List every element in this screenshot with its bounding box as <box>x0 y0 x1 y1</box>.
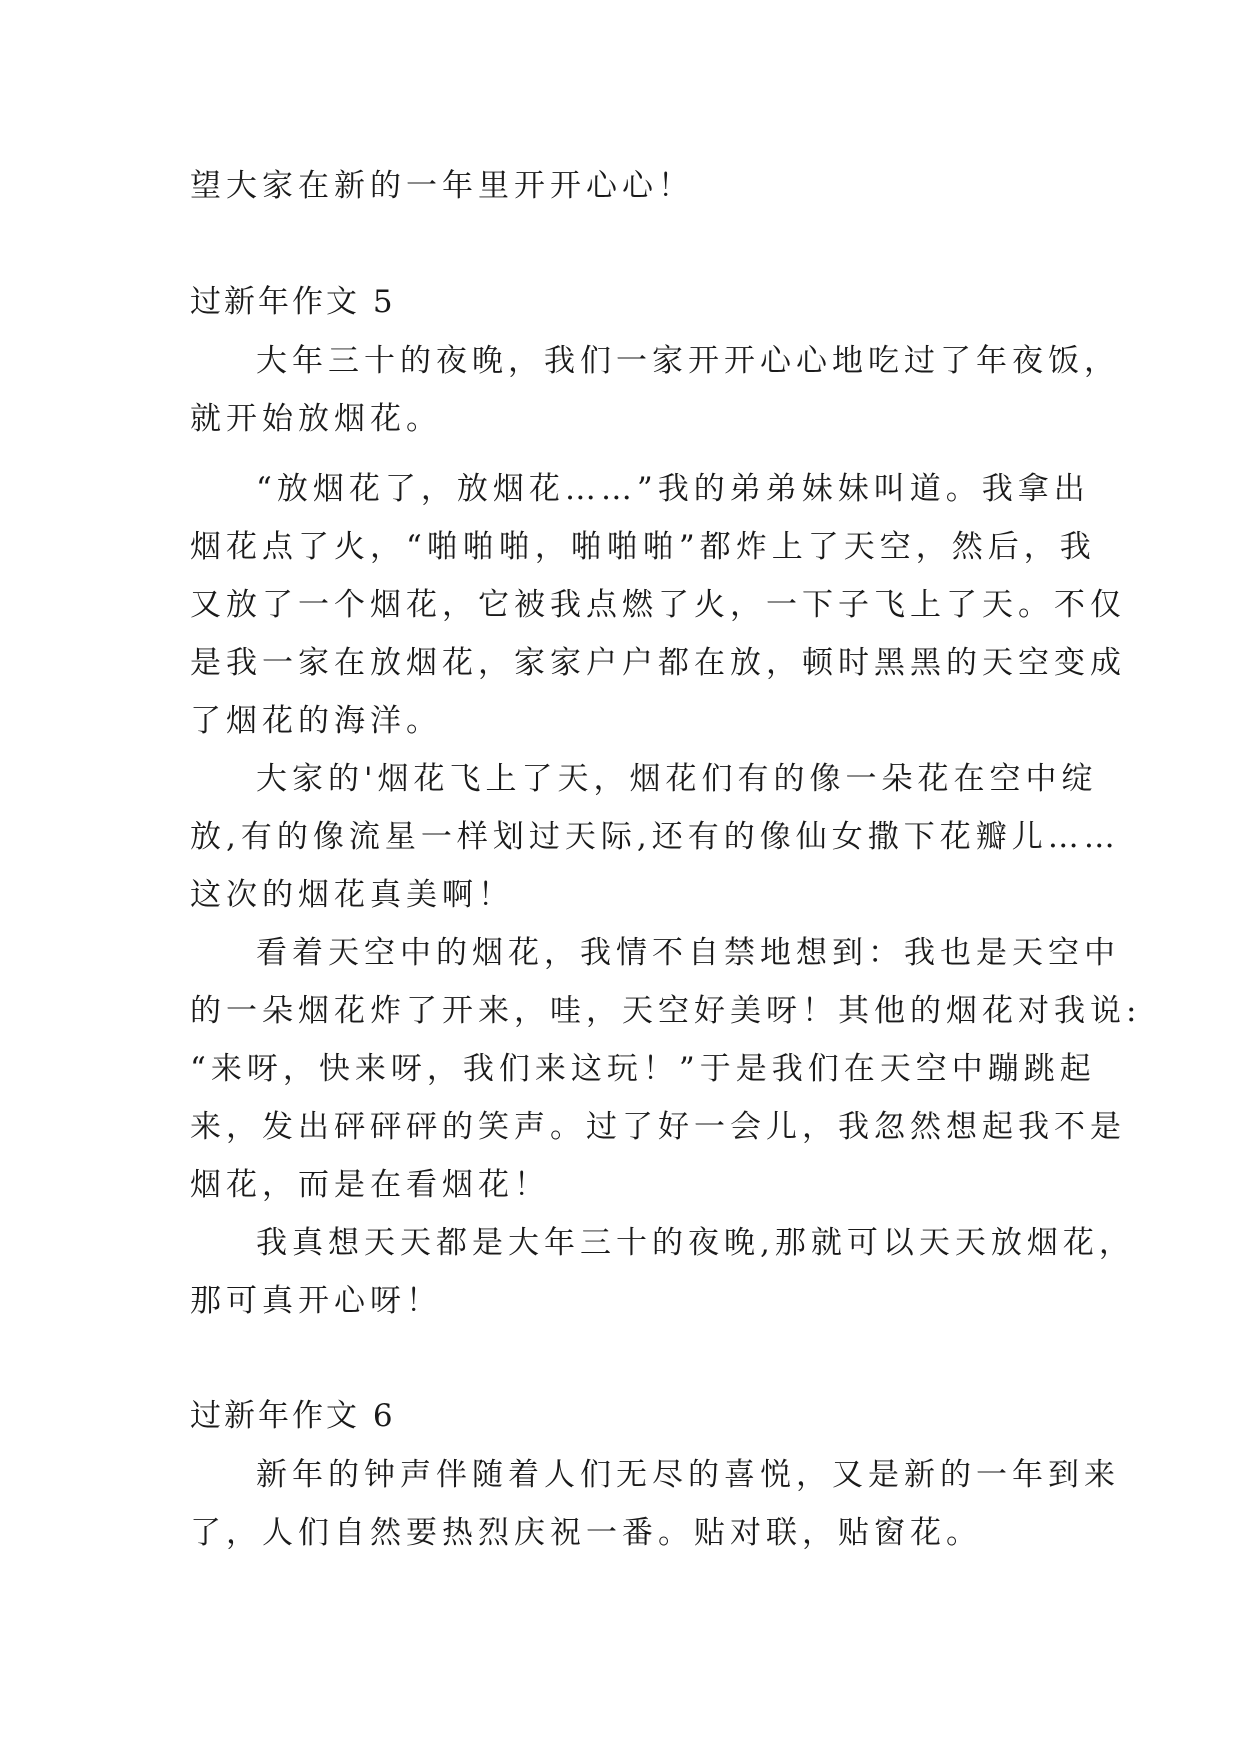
closing-line: 望大家在新的一年里开开心心！ <box>190 168 694 204</box>
paragraph-line: 又放了一个烟花，它被我点燃了火，一下子飞上了天。不仅 <box>190 587 1126 623</box>
paragraph-line: “放烟花了，放烟花……”我的弟弟妹妹叫道。我拿出 <box>256 471 1090 507</box>
paragraph-line: 放,有的像流星一样划过天际,还有的像仙女撒下花瓣儿…… <box>190 819 1120 855</box>
paragraph-line: 烟花点了火，“啪啪啪，啪啪啪”都炸上了天空，然后，我 <box>190 529 1096 565</box>
paragraph-line: 烟花，而是在看烟花！ <box>190 1167 550 1203</box>
section-title-6: 过新年作文 6 <box>190 1398 396 1434</box>
paragraph-line: 我真想天天都是大年三十的夜晚,那就可以天天放烟花， <box>256 1225 1135 1261</box>
paragraph-line: 大家的'烟花飞上了天，烟花们有的像一朵花在空中绽 <box>256 761 1098 797</box>
paragraph-line: 了烟花的海洋。 <box>190 703 442 739</box>
paragraph-line: 了，人们自然要热烈庆祝一番。贴对联，贴窗花。 <box>190 1515 982 1551</box>
paragraph-line: 来，发出砰砰砰的笑声。过了好一会儿，我忽然想起我不是 <box>190 1109 1126 1145</box>
paragraph-line: 大年三十的夜晚，我们一家开开心心地吃过了年夜饭， <box>256 343 1120 379</box>
paragraph-line: 的一朵烟花炸了开来，哇，天空好美呀！其他的烟花对我说: <box>190 993 1142 1029</box>
paragraph-line: 是我一家在放烟花，家家户户都在放，顿时黑黑的天空变成 <box>190 645 1126 681</box>
paragraph-line: 新年的钟声伴随着人们无尽的喜悦，又是新的一年到来 <box>256 1457 1120 1493</box>
paragraph-line: 那可真开心呀！ <box>190 1283 442 1319</box>
paragraph-line: 就开始放烟花。 <box>190 401 442 437</box>
paragraph-line: 看着天空中的烟花，我情不自禁地想到：我也是天空中 <box>256 935 1120 971</box>
paragraph-line: 这次的烟花真美啊！ <box>190 877 514 913</box>
paragraph-line: “来呀，快来呀，我们来这玩！”于是我们在天空中蹦跳起 <box>190 1051 1096 1087</box>
section-title-5: 过新年作文 5 <box>190 284 396 320</box>
